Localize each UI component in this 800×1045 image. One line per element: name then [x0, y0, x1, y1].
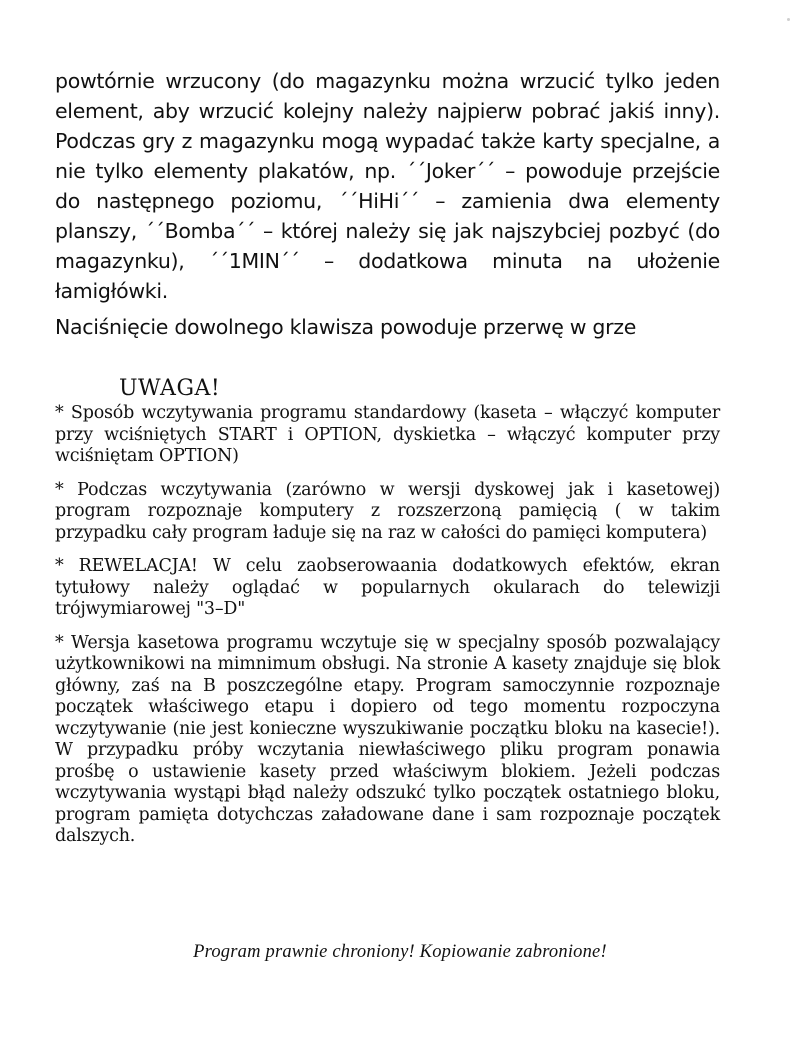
note-extended-memory: * Podczas wczytywania (zarówno w wersji dyskowej jak i kasetowej) program rozpoznaje komputery z rozszerzoną pamięcią ( w takim przypadku cały program ładuje się na raz w całości do pamięci komputera) [55, 479, 720, 543]
note-cassette-version: * Wersja kasetowa programu wczytuje się w specjalny sposób pozwalający użytkownikowi na mimnimum obsługi. Na stronie A kasety znajduje się blok główny, zaś na B poszczególne etapy. Program samoczynnie rozpoznaje początek właściwego etapu i dopiero od tego momentu rozpoczyna wczytywanie (nie jest konieczne wyszukiwanie początku bloku na kasecie!). W przypadku próby wczytania niewłaściwego pliku program ponawia prośbę o ustawienie kasety przed właściwym blokiem. Jeżeli podczas wczytywania wystąpi błąd należy odszukć tylko początek ostatniego bloku, program pamięta dotychczas załadowane dane i sam rozpoznaje początek dalszych. [55, 632, 720, 846]
note-3d-effect: * REWELACJA! W celu zaobserowaania dodatkowych efektów, ekran tytułowy należy oglądać w popularnych okularach do telewizji trójwymiarowej "3–D" [55, 556, 720, 619]
intro-paragraph: powtórnie wrzucony (do magazynku można wrzucić tylko jeden element, aby wrzucić kolejny należy najpierw pobrać jakiś inny). Podczas gry z magazynku mogą wypadać także karty specjalne, a nie tylko elementy plakatów, np. ´´Joker´´ – powoduje przejście do następnego poziomu, ´´HiHi´´ – zamienia dwa elementy planszy, ´´Bomba´´ – której należy się jak najszybciej pozbyć (do magazynku), ´´1MIN´´ – dodatkowa minuta na ułożenie łamigłówki. [55, 69, 720, 303]
manual-page [55, 66, 720, 860]
copyright-notice: Program prawnie chroniony! Kopiowanie zabronione! [193, 942, 607, 962]
warning-notes [55, 403, 720, 848]
intro-section [55, 66, 720, 342]
note-loading-method: * Sposób wczytywania programu standardowy (kaseta – włączyć komputer przy wciśniętych START i OPTION, dyskietka – włączyć komputer przy wciśniętam OPTION) [55, 403, 720, 466]
scan-speck [787, 18, 790, 21]
pause-note: Naciśnięcie dowolnego klawisza powoduje przerwę w grze [55, 315, 637, 339]
warning-heading: UWAGA! [119, 376, 221, 401]
